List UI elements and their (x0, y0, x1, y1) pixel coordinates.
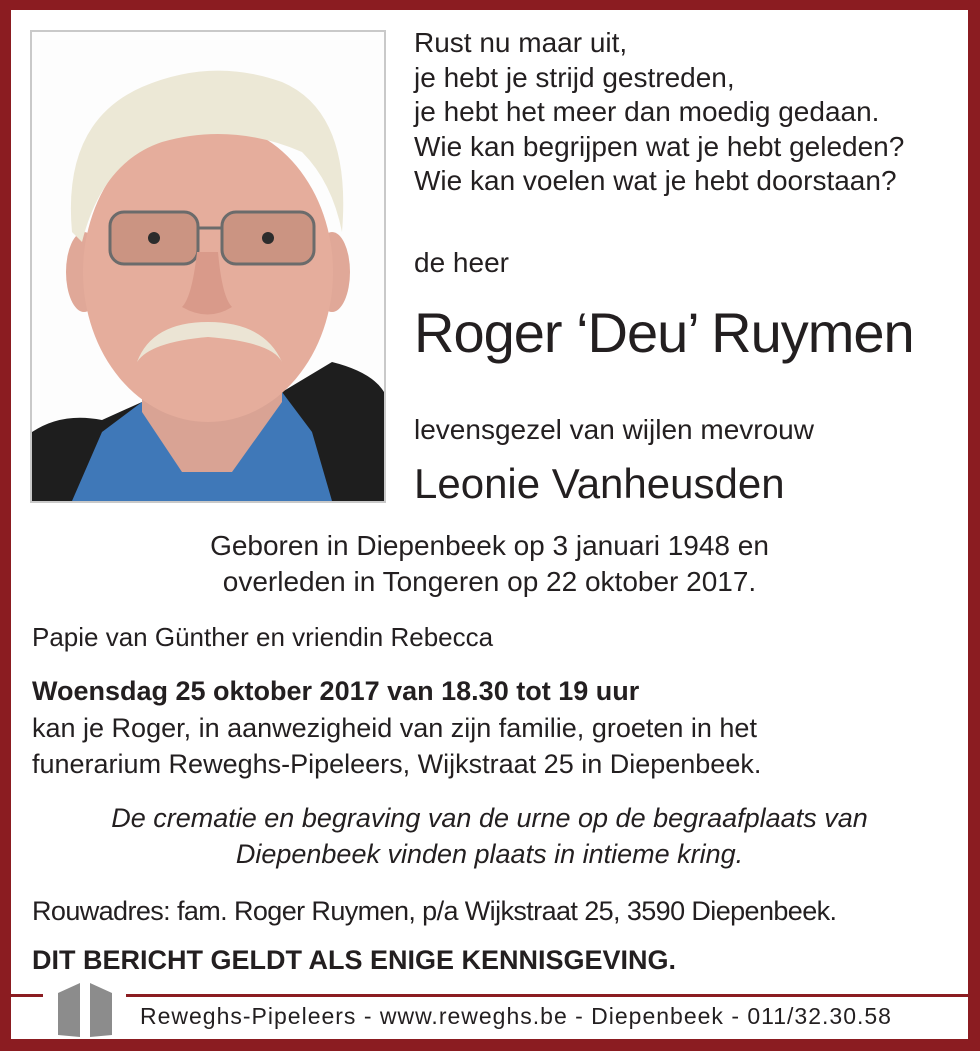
visitation-line: funerarium Reweghs-Pipeleers, Wijkstraat 25 in Diepenbeek. (32, 749, 762, 779)
birth-death-info (11, 528, 968, 600)
frame-right-border (968, 0, 980, 1051)
poem-line: je hebt je strijd gestreden, (414, 61, 735, 93)
poem (414, 26, 904, 199)
poem-line: Wie kan begrijpen wat je hebt geleden? (414, 130, 905, 162)
visitation-date: Woensdag 25 oktober 2017 van 18.30 tot 19 uur (32, 676, 640, 706)
footer-divider-right (126, 994, 968, 997)
poem-line: je hebt het meer dan moedig gedaan. (414, 96, 880, 127)
frame-bottom-border (0, 1039, 980, 1051)
death-line: overleden in Tongeren op 22 oktober 2017. (222, 566, 757, 597)
mourning-address: Rouwadres: fam. Roger Ruymen, p/a Wijkstraat 25, 3590 Diepenbeek. (32, 896, 837, 926)
poem-line: Wie kan voelen wat je hebt doorstaan? (414, 165, 897, 196)
partner-name: Leonie Vanheusden (414, 460, 785, 507)
frame-top-border (0, 0, 980, 10)
frame-left-border (0, 0, 11, 1051)
deceased-name: Roger ‘Deu’ Ruymen (414, 301, 914, 364)
funeral-home-footer: Reweghs-Pipeleers - www.reweghs.be - Diepenbeek - 011/32.30.58 (140, 1003, 892, 1029)
partner-intro: levensgezel van wijlen mevrouw (414, 414, 814, 445)
ceremony-line: De crematie en begraving van de urne op de begraafplaats van (111, 803, 868, 833)
birth-line: Geboren in Diepenbeek op 3 januari 1948 en (210, 530, 769, 561)
footer-divider-left (11, 994, 43, 997)
door-panels-icon (56, 983, 114, 1037)
family-line: Papie van Günther en vriendin Rebecca (32, 622, 494, 652)
portrait-photo (30, 30, 386, 503)
visitation-text (32, 710, 761, 782)
ceremony-line: Diepenbeek vinden plaats in intieme kring. (235, 839, 744, 869)
portrait-illustration (32, 32, 384, 501)
notice-statement: DIT BERICHT GELDT ALS ENIGE KENNISGEVING. (32, 945, 677, 975)
honorific: de heer (414, 247, 509, 278)
poem-line: Rust nu maar uit, (414, 27, 628, 58)
visitation-line: kan je Roger, in aanwezigheid van zijn familie, groeten in het (32, 713, 757, 743)
ceremony-info (11, 800, 968, 872)
